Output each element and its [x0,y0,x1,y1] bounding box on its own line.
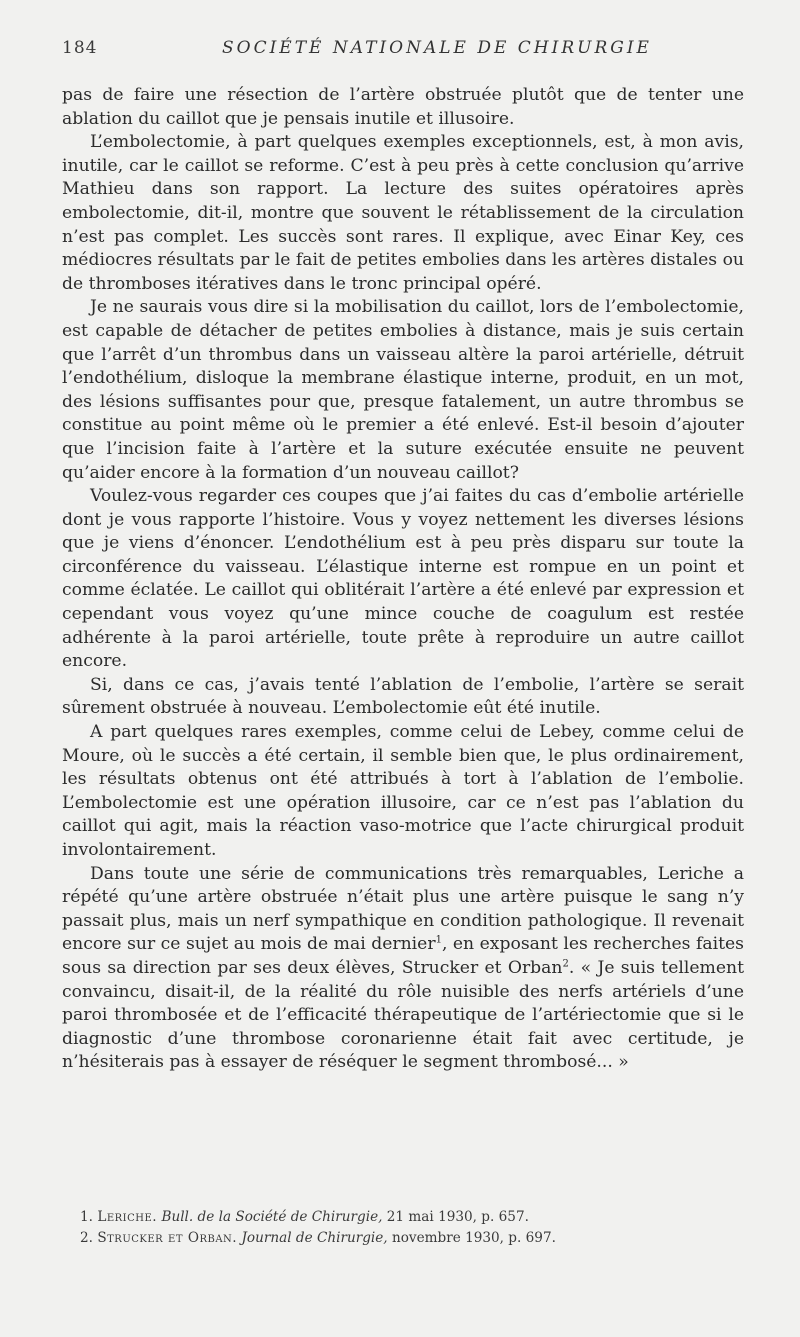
paragraph-text: Dans toute une série de communications très remarquables, Leriche a répété qu’une artère obstruée n’était plus une artère puisque le sang n’y passait plus, mais un nerf sympathique en condition pathologique. Il revenait encore sur ce sujet au mois de mai dernier [62,863,744,955]
paragraph: pas de faire une résection de l’artère obstruée plutôt que de tenter une ablation du caillot que je pensais inutile et illusoire. [62,85,744,129]
page-header [62,38,744,64]
paragraph: Voulez-vous regarder ces coupes que j’ai faites du cas d’embolie artérielle dont je vous rapporte l’histoire. Vous y voyez nettement les diverses lésions que je viens d’énoncer. L’endothélium est à peu près disparu sur toute la circonférence du vaisseau. L’élastique interne est rompue en un point et comme éclatée. Le caillot qui oblitérait l’artère a été enlevé par expression et cependant vous voyez qu’une mince couche de coagulum est restée adhérente à la paroi artérielle, toute prête à reproduire un autre caillot encore. [62,486,744,672]
footnote [80,1207,744,1228]
page-number: 184 [62,38,98,58]
body-text [62,84,744,1075]
footnote-ref: 1 [435,934,442,946]
running-title: SOCIÉTÉ NATIONALE DE CHIRURGIE [222,38,652,58]
footnote-ref: 2 [562,958,569,970]
footnote-author: Leriche. [97,1209,158,1225]
paragraph: Si, dans ce cas, j’avais tenté l’ablation de l’embolie, l’artère se serait sûrement obstruée à nouveau. L’embolectomie eût été inutile. [62,674,744,719]
paragraph: L’embolectomie, à part quelques exemples exceptionnels, est, à mon avis, inutile, car le caillot se reforme. C’est à peu près à cette conclusion qu’arrive Mathieu dans son rapport. La lecture des suites opératoires après embolectomie, dit-il, montre que souvent le rétablissement de la circulation n’est pas complet. Les succès sont rares. Il explique, avec Einar Key, ces médiocres résultats par le fait de petites embolies dans les artères distales ou de thromboses itératives dans le tronc principal opéré. [62,132,744,294]
footnote [80,1228,744,1249]
footnotes [80,1207,744,1249]
footnote-author: Strucker et Orban. [97,1230,238,1246]
footnote-journal: Journal de Chirurgie, [241,1230,388,1246]
paragraph-text: , en exposant les recherches faites sous sa direction par ses deux élèves, Strucker et Orban [62,934,744,978]
footnote-number: 2. [80,1230,93,1246]
paragraph-text: . « Je suis tellement convaincu, disait-il, de la réalité du rôle nuisible des nerfs artériels d’une paroi thrombosée et de l’efficacité thérapeutique de l’artériectomie que si le diagnostic d’une thrombose coronarienne était fait avec certitude, je n’hésiterais pas à essayer de réséquer le segment thrombosé... » [62,957,744,1073]
footnote-journal: Bull. de la Société de Chirurgie, [161,1209,383,1225]
footnote-detail: 21 mai 1930, p. 657. [386,1209,529,1225]
footnote-detail: novembre 1930, p. 697. [391,1230,556,1246]
footnote-number: 1. [80,1209,93,1225]
paragraph: A part quelques rares exemples, comme celui de Lebey, comme celui de Moure, où le succès a été certain, il semble bien que, le plus ordinairement, les résultats obtenus ont été attribués à tort à l’ablation de l’embolie. L’embolectomie est une opération illusoire, car ce n’est pas l’ablation du caillot qui agit, mais la réaction vaso-motrice que l’acte chirurgical produit involontairement. [62,722,744,860]
paragraph: Je ne saurais vous dire si la mobilisation du caillot, lors de l’embolectomie, est capable de détacher de petites embolies à distance, mais je suis certain que l’arrêt d’un thrombus dans un vaisseau altère la paroi artérielle, détruit l’endothélium, disloque la membrane élastique interne, produit, en un mot, des lésions suffisantes pour que, presque fatalement, un autre thrombus se constitue au point même où le premier a été enlevé. Est-il besoin d’ajouter que l’incision faite à l’artère et la suture exécutée ensuite ne peuvent qu’aider encore à la formation d’un nouveau caillot? [62,297,744,483]
paragraph-with-references [62,863,744,1075]
